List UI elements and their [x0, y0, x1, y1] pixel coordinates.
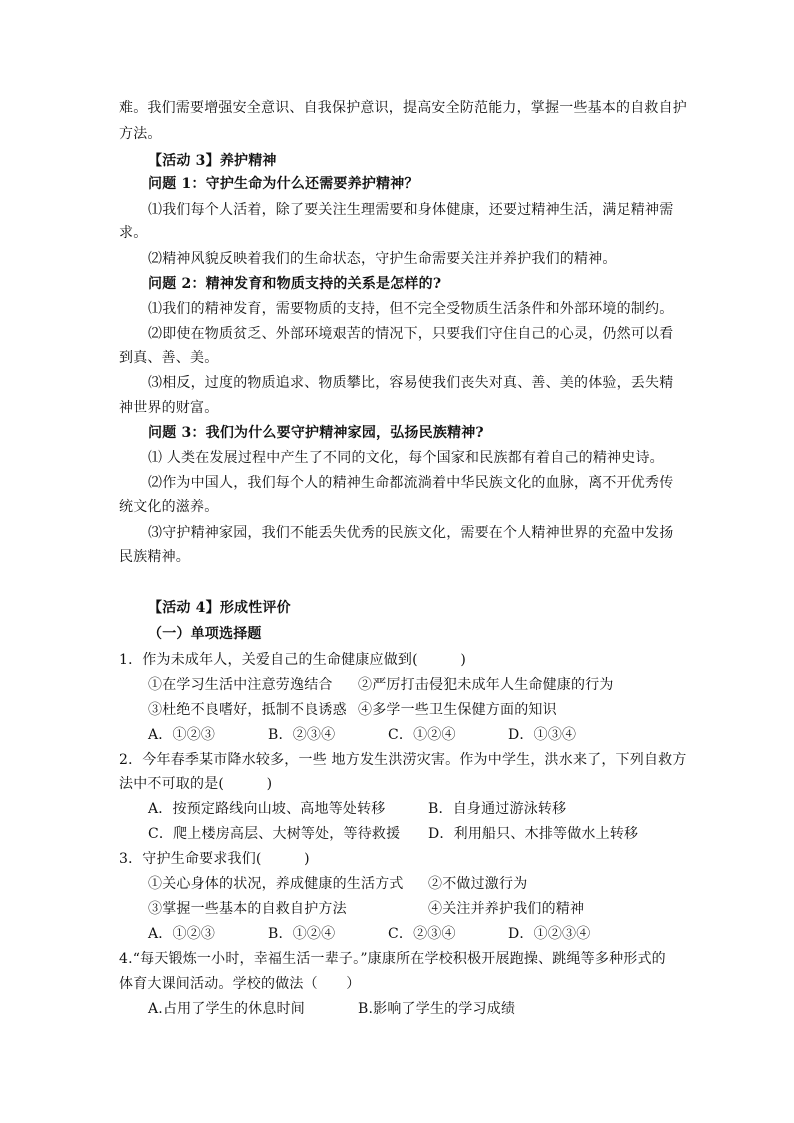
activity3-q1-p1-line1: ⑴我们每个人活着，除了要关注生理需要和身体健康，还要过精神生活，满足精神需 — [148, 202, 674, 218]
activity4-section-heading: （一）单项选择题 — [148, 626, 262, 642]
question-4-option-a: A.占用了学生的休息时间 — [148, 1001, 305, 1017]
question-3-stem: 3．守护生命要求我们( ) — [119, 851, 310, 867]
question-3-option-b: B．①②④ — [268, 926, 336, 942]
activity3-q3-title: 问题 3：我们为什么要守护精神家园，弘扬民族精神? — [148, 425, 484, 441]
question-1-statement-3: ③杜绝不良嗜好，抵制不良诱惑 — [148, 702, 347, 718]
question-2-option-a: A．按预定路线向山坡、高地等处转移 — [148, 801, 386, 817]
activity3-q2-p3-line1: ⑶相反，过度的物质追求、物质攀比，容易使我们丧失对真、善、美的体验，丢失精 — [148, 375, 674, 391]
intro-line-1: 难。我们需要增强安全意识、自我保护意识，提高安全防范能力，掌握一些基本的自救自护 — [119, 100, 687, 116]
activity3-q2-p2-line1: ⑵即使在物质贫乏、外部环境艰苦的情况下，只要我们守住自己的心灵，仍然可以看 — [148, 326, 674, 342]
activity3-q2-p1: ⑴我们的精神发育，需要物质的支持，但不完全受物质生活条件和外部环境的制约。 — [148, 301, 674, 317]
question-3-options — [148, 924, 590, 944]
question-2-stem-line-1: 2．今年春季某市降水较多，一些 地方发生洪涝灾害。作为中学生，洪水来了，下列自救方 — [119, 752, 687, 768]
activity3-q3-p3-line1: ⑶守护精神家园，我们不能丢失优秀的民族文化，需要在个人精神世界的充盈中发扬 — [148, 525, 674, 541]
question-4-option-b: B.影响了学生的学习成绩 — [358, 1001, 516, 1017]
activity3-q1-p1-line2: 求。 — [119, 225, 148, 241]
activity3-title: 【活动 3】养护精神 — [148, 153, 277, 169]
question-1-statement-2: ②严厉打击侵犯未成年人生命健康的行为 — [358, 677, 614, 693]
activity4-title: 【活动 4】形成性评价 — [148, 600, 291, 616]
activity3-q2-title: 问题 2：精神发育和物质支持的关系是怎样的? — [148, 276, 442, 292]
intro-line-2: 方法。 — [119, 126, 162, 142]
question-2-options-row-2 — [148, 824, 638, 844]
activity3-q2-p3-line2: 神世界的财富。 — [119, 400, 219, 416]
question-1-options — [148, 725, 576, 745]
question-4-stem-line-1: 4.“每天锻炼一小时，幸福生活一辈子。”康康所在学校积极开展跑操、跳绳等多种形式的 — [119, 951, 666, 967]
question-1-option-b: B．②③④ — [268, 727, 336, 743]
question-3-statement-3: ③掌握一些基本的自救自护方法 — [148, 901, 347, 917]
question-3-statements-row-2 — [148, 899, 584, 919]
activity3-q3-p2-line2: 统文化的滋养。 — [119, 499, 219, 515]
question-3-statement-2: ②不做过激行为 — [428, 876, 528, 892]
question-4-stem-line-2: 体育大课间活动。学校的做法（ ） — [119, 976, 361, 992]
activity3-q1-title: 问题 1：守护生命为什么还需要养护精神？ — [148, 176, 419, 192]
activity3-q3-p2-line1: ⑵作为中国人，我们每个人的精神生命都流淌着中华民族文化的血脉，离不开优秀传 — [148, 475, 674, 491]
question-1-option-c: C．①②④ — [388, 727, 456, 743]
question-2-option-c: C．爬上楼房高层、大树等处，等待救援 — [148, 826, 401, 842]
question-1-statements-row-1 — [148, 675, 614, 695]
question-1-statements-row-2 — [148, 700, 557, 720]
question-1-option-a: A．①②③ — [148, 727, 216, 743]
question-3-option-c: C．②③④ — [388, 926, 456, 942]
question-1-statement-1: ①在学习生活中注意劳逸结合 — [148, 677, 333, 693]
question-4-options — [148, 999, 515, 1019]
question-3-option-a: A．①②③ — [148, 926, 216, 942]
activity3-q3-p3-line2: 民族精神。 — [119, 549, 190, 565]
question-3-statements-row-1 — [148, 874, 527, 894]
question-3-statement-1: ①关心身体的状况，养成健康的生活方式 — [148, 876, 404, 892]
question-3-statement-4: ④关注并养护我们的精神 — [428, 901, 585, 917]
question-3-option-d: D．①②③④ — [508, 926, 591, 942]
question-1-stem: 1．作为未成年人，关爱自己的生命健康应做到( ) — [119, 652, 467, 668]
activity3-q1-p2: ⑵精神风貌反映着我们的生命状态，守护生命需要关注并养护我们的精神。 — [148, 251, 617, 267]
activity3-q2-p2-line2: 到真、善、美。 — [119, 350, 219, 366]
question-2-option-d: D．利用船只、木排等做水上转移 — [428, 826, 639, 842]
question-1-option-d: D．①③④ — [508, 727, 577, 743]
question-2-option-b: B．自身通过游泳转移 — [428, 801, 567, 817]
activity3-q3-p1: ⑴ 人类在发展过程中产生了不同的文化，每个国家和民族都有着自己的精神史诗。 — [148, 450, 664, 466]
question-1-statement-4: ④多学一些卫生保健方面的知识 — [358, 702, 557, 718]
question-2-stem-line-2: 法中不可取的是( ) — [119, 776, 273, 792]
question-2-options-row-1 — [148, 799, 566, 819]
